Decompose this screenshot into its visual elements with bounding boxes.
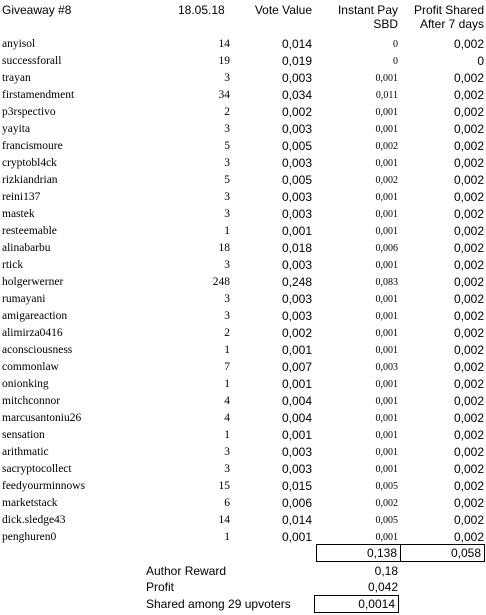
profit-shared: 0,002 bbox=[453, 377, 484, 391]
vote-value: 0,014 bbox=[281, 37, 312, 51]
upvoter-name: mitchconnor bbox=[2, 395, 61, 407]
table-row bbox=[0, 223, 486, 240]
table-row bbox=[0, 189, 486, 206]
instant-pay: 0,083 bbox=[375, 277, 398, 288]
table-row bbox=[0, 36, 486, 53]
vote-value: 0,015 bbox=[281, 479, 312, 493]
vote-value: 0,003 bbox=[281, 156, 312, 170]
shared-among-value: 0,0014 bbox=[314, 595, 399, 613]
profit-label: Profit bbox=[146, 580, 175, 594]
vote-value: 0,005 bbox=[281, 139, 312, 153]
upvote-count: 3 bbox=[224, 123, 230, 135]
upvoter-name: mastek bbox=[2, 208, 35, 220]
upvote-count: 3 bbox=[224, 446, 230, 458]
instant-pay: 0,001 bbox=[375, 447, 398, 458]
upvoter-name: sacryptocollect bbox=[2, 463, 72, 475]
table-row bbox=[0, 359, 486, 376]
table-row bbox=[0, 121, 486, 138]
table-row bbox=[0, 291, 486, 308]
instant-pay: 0,001 bbox=[375, 396, 398, 407]
vote-value: 0,007 bbox=[281, 360, 312, 374]
upvote-count: 14 bbox=[218, 38, 230, 50]
profit-shared: 0,002 bbox=[453, 105, 484, 119]
vote-value: 0,004 bbox=[281, 411, 312, 425]
vote-value: 0,002 bbox=[281, 105, 312, 119]
table-row bbox=[0, 393, 486, 410]
instant-pay: 0,001 bbox=[375, 73, 398, 84]
upvote-count: 3 bbox=[224, 157, 230, 169]
upvoter-name: resteemable bbox=[2, 225, 57, 237]
vote-value: 0,003 bbox=[281, 190, 312, 204]
upvote-count: 19 bbox=[218, 55, 230, 67]
instant-pay: 0,001 bbox=[375, 226, 398, 237]
instant-pay: 0,001 bbox=[375, 464, 398, 475]
upvoter-name: francismoure bbox=[2, 140, 63, 152]
upvoter-name: onionking bbox=[2, 378, 49, 390]
table-row bbox=[0, 87, 486, 104]
instant-pay: 0,001 bbox=[375, 124, 398, 135]
profit-shared: 0,002 bbox=[453, 88, 484, 102]
profit-shared-header: Profit Shared bbox=[413, 3, 484, 17]
vote-value: 0,003 bbox=[281, 309, 312, 323]
after-7-days-header: After 7 days bbox=[419, 17, 484, 31]
upvote-count: 5 bbox=[224, 140, 230, 152]
instant-pay: 0,001 bbox=[375, 311, 398, 322]
upvoter-name: marcusantoniu26 bbox=[2, 412, 82, 424]
table-row bbox=[0, 257, 486, 274]
profit-shared: 0,002 bbox=[453, 207, 484, 221]
table-row bbox=[0, 427, 486, 444]
profit-shared: 0,002 bbox=[453, 224, 484, 238]
instant-pay-header: Instant Pay bbox=[337, 3, 398, 17]
profit-shared: 0,002 bbox=[453, 190, 484, 204]
profit-shared: 0,002 bbox=[453, 343, 484, 357]
vote-value: 0,019 bbox=[281, 54, 312, 68]
upvoter-name: firstamendment bbox=[2, 89, 75, 101]
instant-pay: 0,002 bbox=[375, 141, 398, 152]
upvoter-name: anyisol bbox=[2, 38, 36, 50]
upvote-count: 4 bbox=[224, 412, 230, 424]
upvoter-name: alinabarbu bbox=[2, 242, 51, 254]
upvote-count: 3 bbox=[224, 191, 230, 203]
table-row bbox=[0, 512, 486, 529]
profit-shared: 0,002 bbox=[453, 139, 484, 153]
upvoter-name: reini137 bbox=[2, 191, 41, 203]
upvote-count: 3 bbox=[224, 310, 230, 322]
instant-pay: 0,001 bbox=[375, 260, 398, 271]
upvoter-name: arithmatic bbox=[2, 446, 49, 458]
vote-value: 0,002 bbox=[281, 326, 312, 340]
table-row bbox=[0, 478, 486, 495]
author-reward-value: 0,18 bbox=[374, 564, 398, 578]
instant-pay: 0,001 bbox=[375, 345, 398, 356]
date-label: 18.05.18 bbox=[178, 3, 225, 17]
table-row bbox=[0, 410, 486, 427]
table-row bbox=[0, 444, 486, 461]
instant-pay: 0,002 bbox=[375, 175, 398, 186]
instant-pay-total: 0,138 bbox=[316, 544, 401, 562]
vote-value: 0,004 bbox=[281, 394, 312, 408]
upvoter-name: successforall bbox=[2, 55, 62, 67]
profit-shared: 0,002 bbox=[453, 394, 484, 408]
instant-pay: 0,001 bbox=[375, 413, 398, 424]
vote-value: 0,003 bbox=[281, 292, 312, 306]
profit-shared: 0,002 bbox=[453, 411, 484, 425]
instant-pay: 0,001 bbox=[375, 107, 398, 118]
profit-shared: 0,002 bbox=[453, 292, 484, 306]
profit-shared: 0,002 bbox=[453, 462, 484, 476]
profit-value: 0,042 bbox=[367, 580, 398, 594]
profit-shared: 0,002 bbox=[453, 428, 484, 442]
instant-pay: 0,001 bbox=[375, 158, 398, 169]
upvoter-name: trayan bbox=[2, 72, 31, 84]
instant-pay: 0,006 bbox=[375, 243, 398, 254]
profit-shared: 0,002 bbox=[453, 156, 484, 170]
vote-value: 0,005 bbox=[281, 173, 312, 187]
upvote-count: 2 bbox=[224, 327, 230, 339]
table-row bbox=[0, 308, 486, 325]
instant-pay: 0,001 bbox=[375, 328, 398, 339]
profit-shared: 0,002 bbox=[453, 360, 484, 374]
instant-pay: 0,011 bbox=[375, 90, 398, 101]
profit-shared: 0,002 bbox=[453, 309, 484, 323]
profit-shared: 0,002 bbox=[453, 513, 484, 527]
vote-value: 0,003 bbox=[281, 445, 312, 459]
instant-pay: 0,001 bbox=[375, 209, 398, 220]
upvoter-name: aconsciousness bbox=[2, 344, 73, 356]
instant-pay: 0,001 bbox=[375, 532, 398, 543]
table-row bbox=[0, 495, 486, 512]
instant-pay: 0,001 bbox=[375, 192, 398, 203]
upvoter-name: rumayani bbox=[2, 293, 46, 305]
vote-value: 0,003 bbox=[281, 71, 312, 85]
instant-pay: 0 bbox=[393, 56, 398, 67]
upvoter-name: dick.sledge43 bbox=[2, 514, 66, 526]
upvote-count: 1 bbox=[224, 429, 230, 441]
instant-pay: 0,002 bbox=[375, 498, 398, 509]
profit-shared: 0,002 bbox=[453, 37, 484, 51]
upvote-count: 3 bbox=[224, 259, 230, 271]
profit-shared: 0,002 bbox=[453, 275, 484, 289]
upvote-count: 4 bbox=[224, 395, 230, 407]
upvoter-name: holgerwerner bbox=[2, 276, 64, 288]
profit-shared: 0,002 bbox=[453, 71, 484, 85]
upvote-count: 1 bbox=[224, 378, 230, 390]
sheet-title: Giveaway #8 bbox=[2, 3, 72, 17]
profit-shared: 0,002 bbox=[453, 496, 484, 510]
vote-value: 0,001 bbox=[281, 343, 312, 357]
upvoter-name: p3rspectivo bbox=[2, 106, 56, 118]
upvoter-name: cryptobl4ck bbox=[2, 157, 57, 169]
profit-shared: 0,002 bbox=[453, 122, 484, 136]
upvote-count: 1 bbox=[224, 225, 230, 237]
table-row bbox=[0, 172, 486, 189]
upvoter-name: rtick bbox=[2, 259, 24, 271]
instant-pay: 0,001 bbox=[375, 430, 398, 441]
profit-shared: 0,002 bbox=[453, 258, 484, 272]
profit-shared: 0,002 bbox=[453, 241, 484, 255]
table-row bbox=[0, 325, 486, 342]
table-row bbox=[0, 461, 486, 478]
vote-value: 0,248 bbox=[281, 275, 312, 289]
upvoter-name: rizkiandrian bbox=[2, 174, 58, 186]
profit-shared-total: 0,058 bbox=[400, 544, 485, 562]
upvoter-name: sensation bbox=[2, 429, 45, 441]
instant-pay: 0,001 bbox=[375, 294, 398, 305]
profit-shared: 0,002 bbox=[453, 479, 484, 493]
upvote-count: 3 bbox=[224, 293, 230, 305]
table-row bbox=[0, 138, 486, 155]
upvoter-name: marketstack bbox=[2, 497, 58, 509]
table-row bbox=[0, 206, 486, 223]
upvoter-name: alimirza0416 bbox=[2, 327, 63, 339]
vote-value: 0,001 bbox=[281, 377, 312, 391]
upvoter-name: commonlaw bbox=[2, 361, 59, 373]
sbd-header: SBD bbox=[373, 17, 398, 31]
vote-value: 0,034 bbox=[281, 88, 312, 102]
upvoter-name: yayita bbox=[2, 123, 31, 135]
vote-value: 0,003 bbox=[281, 122, 312, 136]
shared-among-label: Shared among 29 upvoters bbox=[146, 597, 291, 611]
table-row bbox=[0, 376, 486, 393]
vote-value: 0,003 bbox=[281, 207, 312, 221]
upvote-count: 1 bbox=[224, 531, 230, 543]
vote-value: 0,003 bbox=[281, 258, 312, 272]
upvote-count: 34 bbox=[218, 89, 230, 101]
author-reward-label: Author Reward bbox=[146, 564, 227, 578]
profit-shared: 0,002 bbox=[453, 530, 484, 544]
upvote-count: 1 bbox=[224, 344, 230, 356]
upvote-count: 15 bbox=[218, 480, 230, 492]
profit-shared: 0,002 bbox=[453, 326, 484, 340]
table-row bbox=[0, 274, 486, 291]
upvote-count: 6 bbox=[224, 497, 230, 509]
profit-shared: 0,002 bbox=[453, 173, 484, 187]
upvote-count: 5 bbox=[224, 174, 230, 186]
upvoter-name: amigareaction bbox=[2, 310, 68, 322]
upvote-count: 7 bbox=[224, 361, 230, 373]
upvote-count: 2 bbox=[224, 106, 230, 118]
instant-pay: 0,001 bbox=[375, 379, 398, 390]
upvoter-name: feedyourminnows bbox=[2, 480, 86, 492]
vote-value: 0,018 bbox=[281, 241, 312, 255]
upvote-count: 18 bbox=[218, 242, 230, 254]
vote-value: 0,001 bbox=[281, 428, 312, 442]
vote-value: 0,014 bbox=[281, 513, 312, 527]
table-row bbox=[0, 70, 486, 87]
table-row bbox=[0, 342, 486, 359]
instant-pay: 0,003 bbox=[375, 362, 398, 373]
profit-shared: 0 bbox=[477, 54, 484, 68]
table-row bbox=[0, 53, 486, 70]
upvote-count: 248 bbox=[212, 276, 230, 288]
vote-value: 0,003 bbox=[281, 462, 312, 476]
vote-value: 0,001 bbox=[281, 224, 312, 238]
table-row bbox=[0, 155, 486, 172]
upvote-count: 3 bbox=[224, 463, 230, 475]
table-row bbox=[0, 240, 486, 257]
table-row bbox=[0, 104, 486, 121]
instant-pay: 0,005 bbox=[375, 481, 398, 492]
vote-value-header: Vote Value bbox=[254, 3, 312, 17]
upvoter-name: penghuren0 bbox=[2, 531, 57, 543]
instant-pay: 0 bbox=[393, 39, 398, 50]
instant-pay: 0,005 bbox=[375, 515, 398, 526]
vote-value: 0,006 bbox=[281, 496, 312, 510]
upvote-count: 3 bbox=[224, 208, 230, 220]
vote-value: 0,001 bbox=[281, 530, 312, 544]
upvote-count: 3 bbox=[224, 72, 230, 84]
profit-shared: 0,002 bbox=[453, 445, 484, 459]
upvote-count: 14 bbox=[218, 514, 230, 526]
